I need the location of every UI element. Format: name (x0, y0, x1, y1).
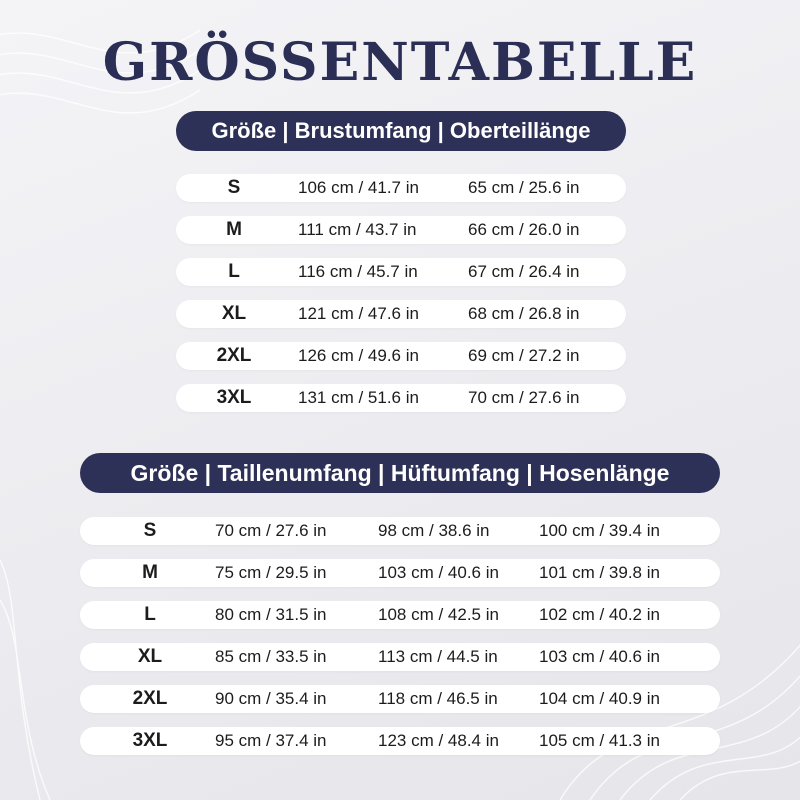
top-length-cell: 67 cm / 26.4 in (468, 262, 580, 281)
chest-cell: 121 cm / 47.6 in (298, 304, 419, 323)
pants-length-cell: 104 cm / 40.9 in (539, 689, 660, 708)
chest-cell: 126 cm / 49.6 in (298, 346, 419, 365)
size-label: L (228, 261, 240, 282)
waist-cell: 85 cm / 33.5 in (215, 647, 327, 666)
size-label: S (227, 177, 241, 198)
table-row (176, 342, 626, 370)
table-row (80, 727, 720, 755)
table-row (80, 559, 720, 587)
top-length-cell: 70 cm / 27.6 in (468, 388, 580, 407)
waist-cell: 70 cm / 27.6 in (215, 521, 327, 540)
size-label: M (226, 219, 242, 240)
size-label: XL (221, 303, 247, 324)
size-label: 3XL (132, 730, 168, 751)
table-header-top: Größe | Brustumfang | Oberteillänge (176, 111, 626, 151)
chest-cell: 106 cm / 41.7 in (298, 178, 419, 197)
table-row (176, 300, 626, 328)
size-label: 2XL (216, 345, 252, 366)
table-row (80, 601, 720, 629)
hip-cell: 108 cm / 42.5 in (378, 605, 499, 624)
table-row (176, 174, 626, 202)
table-row (80, 643, 720, 671)
size-label: L (144, 604, 156, 625)
chest-cell: 111 cm / 43.7 in (298, 220, 417, 239)
table-row (176, 258, 626, 286)
waist-cell: 80 cm / 31.5 in (215, 605, 327, 624)
chest-cell: 131 cm / 51.6 in (298, 388, 419, 407)
top-length-cell: 66 cm / 26.0 in (468, 220, 580, 239)
size-label: XL (137, 646, 163, 667)
table-row (176, 384, 626, 412)
hip-cell: 103 cm / 40.6 in (378, 563, 499, 582)
pants-length-cell: 100 cm / 39.4 in (539, 521, 660, 540)
pants-length-cell: 105 cm / 41.3 in (539, 731, 660, 750)
hip-cell: 113 cm / 44.5 in (378, 647, 498, 666)
chest-cell: 116 cm / 45.7 in (298, 262, 418, 281)
hip-cell: 98 cm / 38.6 in (378, 521, 490, 540)
top-length-cell: 65 cm / 25.6 in (468, 178, 580, 197)
table-row (176, 216, 626, 244)
hip-cell: 123 cm / 48.4 in (378, 731, 499, 750)
table-header-bottom: Größe | Taillenumfang | Hüftumfang | Hosenlänge (80, 453, 720, 493)
waist-cell: 75 cm / 29.5 in (215, 563, 327, 582)
size-label: S (143, 520, 157, 541)
size-label: 2XL (132, 688, 168, 709)
pants-length-cell: 101 cm / 39.8 in (539, 563, 660, 582)
top-length-cell: 68 cm / 26.8 in (468, 304, 580, 323)
hip-cell: 118 cm / 46.5 in (378, 689, 498, 708)
page-title: GRÖSSENTABELLE (102, 32, 698, 93)
size-label: M (142, 562, 158, 583)
table-row (80, 685, 720, 713)
pants-length-cell: 103 cm / 40.6 in (539, 647, 660, 666)
table-row (80, 517, 720, 545)
pants-length-cell: 102 cm / 40.2 in (539, 605, 660, 624)
size-label: 3XL (216, 387, 252, 408)
waist-cell: 90 cm / 35.4 in (215, 689, 327, 708)
top-length-cell: 69 cm / 27.2 in (468, 346, 580, 365)
waist-cell: 95 cm / 37.4 in (215, 731, 327, 750)
